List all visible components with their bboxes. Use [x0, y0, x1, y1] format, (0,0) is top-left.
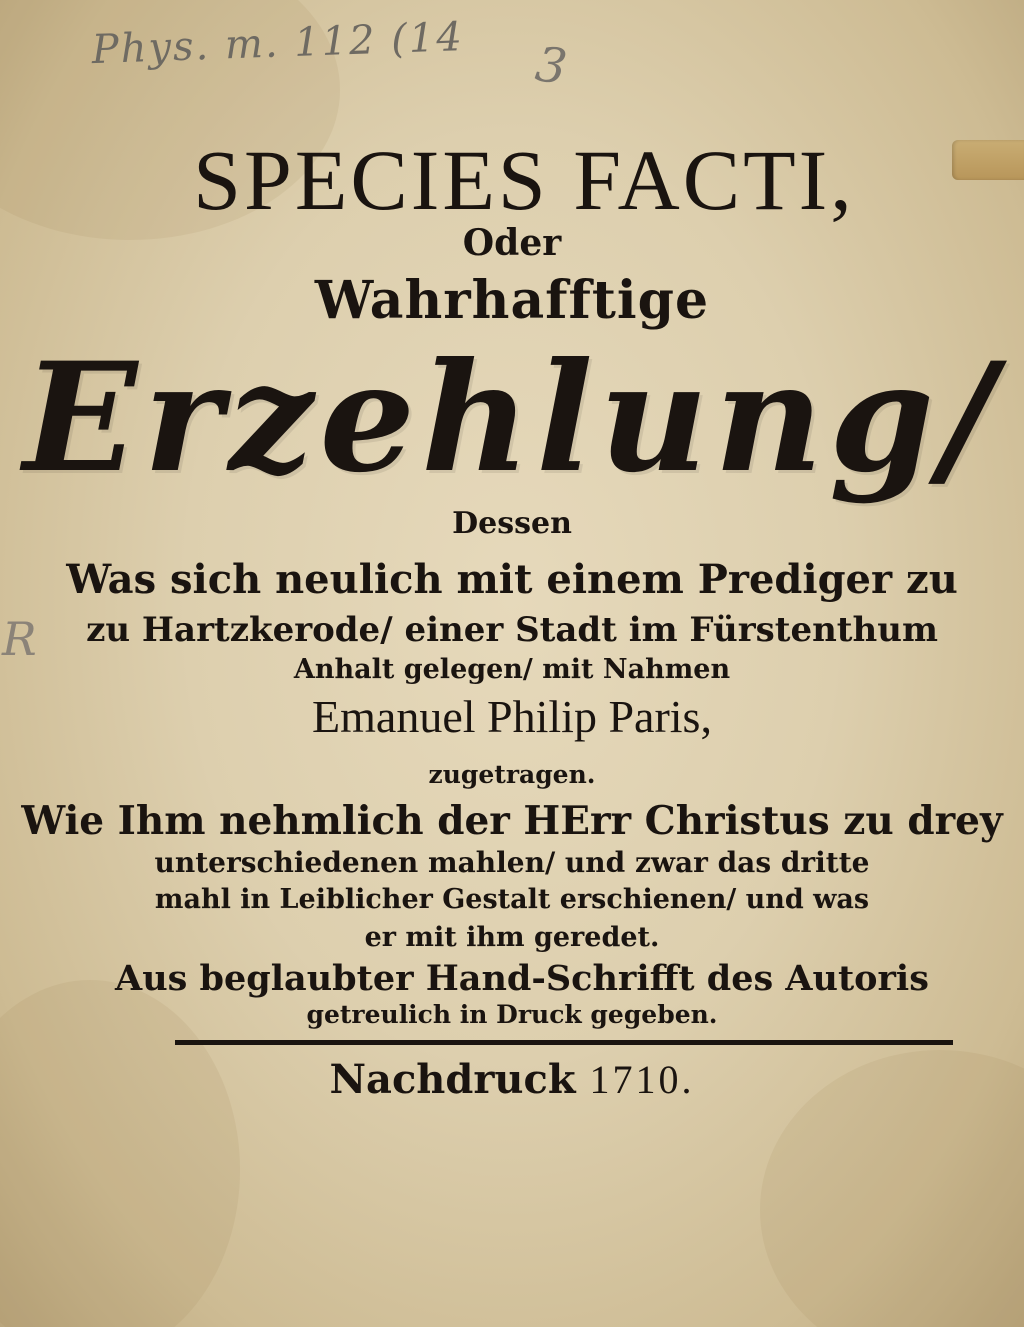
text-line-3: Anhalt gelegen/ mit Nahmen	[293, 654, 731, 685]
text-wie-line-3: mahl in Leiblicher Gestalt erschienen/ und was	[154, 884, 870, 915]
text-wie-line-2: unterschiedenen mahlen/ und zwar das dritte	[154, 846, 870, 879]
text-line-2: zu Hartzkerode/ einer Stadt im Fürstenthum	[86, 610, 938, 650]
subtitle-wahrhafftige: Wahrhafftige	[314, 270, 710, 331]
horizontal-rule	[175, 1040, 953, 1045]
text-wie-line-4: er mit ihm geredet.	[364, 922, 660, 953]
main-heading-erzehlung: Erzehlung/	[23, 330, 1001, 506]
subtitle-oder: Oder	[462, 222, 562, 264]
imprint-year: 1710.	[589, 1057, 695, 1102]
text-zugetragen: zugetragen.	[428, 760, 596, 789]
text-wie-line-1: Wie Ihm nehmlich der HErr Christus zu drey	[21, 798, 1003, 844]
imprint	[0, 1056, 1024, 1103]
shelfmark-number: 3	[532, 36, 571, 96]
shelfmark-handwritten: Phys. m. 112 (14	[90, 14, 465, 74]
paper-stain	[0, 980, 240, 1327]
text-aus-line-2: getreulich in Druck gegeben.	[306, 1000, 718, 1029]
imprint-word: Nachdruck	[329, 1056, 576, 1103]
text-line-1: Was sich neulich mit einem Prediger zu	[66, 556, 958, 603]
text-dessen: Dessen	[452, 506, 572, 541]
title: SPECIES FACTI,	[193, 132, 855, 228]
margin-note: R	[2, 612, 37, 666]
text-aus-line-1: Aus beglaubter Hand-Schrifft des Autoris	[115, 958, 929, 999]
preacher-name: Emanuel Philip Paris,	[312, 691, 712, 742]
